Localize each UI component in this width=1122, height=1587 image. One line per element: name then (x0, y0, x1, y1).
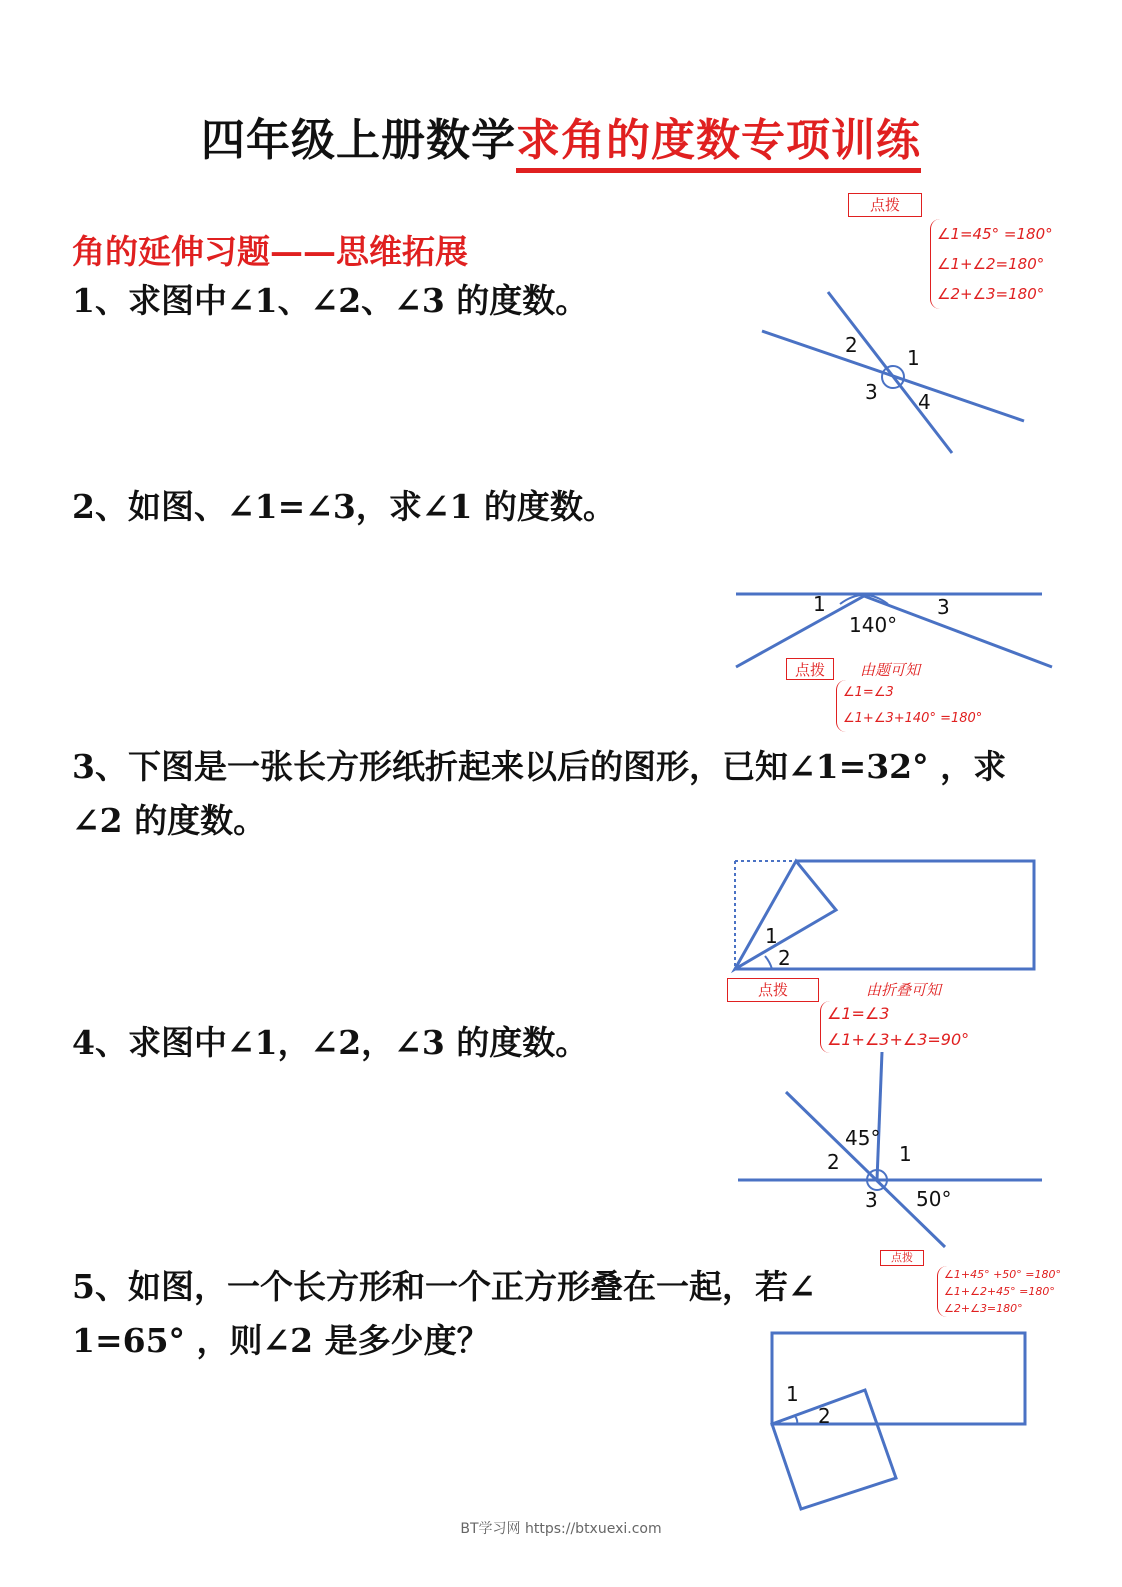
hint-label-2: 点拨 (786, 658, 834, 680)
q2-label-140: 140° (849, 613, 898, 637)
q5-label-1: 1 (786, 1382, 799, 1406)
hint-label-3: 点拨 (727, 978, 819, 1002)
hint-3-intro: 由折叠可知 (866, 981, 942, 999)
q1-label-2: 2 (845, 333, 858, 357)
hint-2-line: ∠1+∠3+140° =180° (843, 711, 983, 726)
section-heading: 角的延伸习题——思维拓展 (72, 232, 468, 271)
hint-4-line: ∠1+∠2+45° =180° (944, 1285, 1055, 1298)
q3-label-1: 1 (765, 924, 778, 948)
question-4: 4、求图中∠1，∠2，∠3 的度数。 (72, 1023, 589, 1062)
hint-label-1: 点拨 (848, 193, 922, 217)
q4-label-50: 50° (916, 1187, 952, 1211)
question-2: 2、如图、∠1=∠3，求∠1 的度数。 (72, 487, 616, 526)
title-plain: 四年级上册数学 (201, 115, 516, 166)
q1-label-1: 1 (907, 346, 920, 370)
q4-label-2: 2 (827, 1150, 840, 1174)
question-3-line-1: 3、下图是一张长方形纸折起来以后的图形，已知∠1=32° ，求 (72, 747, 1007, 786)
question-1: 1、求图中∠1、∠2、∠3 的度数。 (72, 281, 589, 320)
q2-label-3: 3 (937, 595, 950, 619)
hint-2-intro: 由题可知 (860, 661, 921, 679)
hint-1-line: ∠1=45° =180° (937, 225, 1053, 243)
hint-3-line: ∠1=∠3 (827, 1004, 890, 1023)
question-5-line-1: 5、如图，一个长方形和一个正方形叠在一起，若∠ (72, 1267, 816, 1306)
hint-2-line: ∠1=∠3 (843, 685, 894, 700)
footer: BT学习网 https://btxuexi.com (460, 1521, 662, 1537)
title-highlight: 求角的度数专项训练 (516, 115, 921, 173)
q5-square (772, 1390, 896, 1509)
question-5-line-2: 1=65° ，则∠2 是多少度？ (72, 1321, 490, 1360)
hint-1-line: ∠1+∠2=180° (937, 255, 1045, 273)
q3-label-2: 2 (778, 946, 791, 970)
hint-label-4: 点拨 (880, 1250, 924, 1266)
q4-label-45: 45° (845, 1126, 881, 1150)
hint-1-line: ∠2+∠3=180° (937, 285, 1045, 303)
q4-label-1: 1 (899, 1142, 912, 1166)
q2-label-1: 1 (813, 592, 826, 616)
q1-label-4: 4 (918, 390, 931, 414)
q5-label-2: 2 (818, 1404, 831, 1428)
q1-label-3: 3 (865, 380, 878, 404)
hint-4-line: ∠2+∠3=180° (944, 1302, 1023, 1315)
hint-3-line: ∠1+∠3+∠3=90° (827, 1030, 970, 1049)
hint-4-line: ∠1+45° +50° =180° (944, 1268, 1061, 1281)
question-3-line-2: ∠2 的度数。 (72, 801, 267, 840)
q4-label-3: 3 (865, 1188, 878, 1212)
